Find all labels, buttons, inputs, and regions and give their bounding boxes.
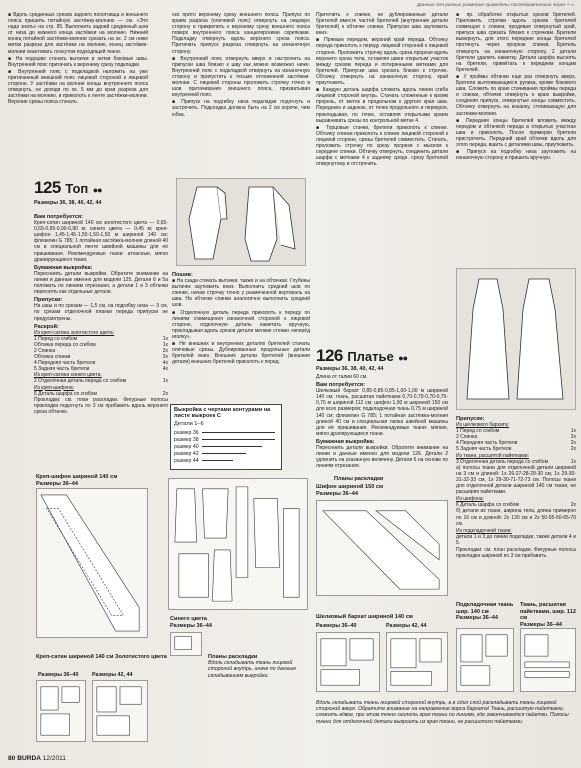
model-125-text — [34, 212, 168, 472]
allowance-heading: Припуски: — [456, 416, 485, 422]
piece-count: 2x — [162, 354, 168, 361]
piece-count: 1x — [570, 458, 576, 465]
size-label: Размеры 36–40 — [38, 672, 79, 678]
paragraph: ■ Внутренний пояс с подкладкой наложить на уже притачанный внешний пояс лицевой стороной к лицевой стороне. У застёжки на молнии концы внутреннего пояса отвернуть, не доходя по ок. 5 мм до края разреза для застёжки на молнию, и приколоть к ленте застёжки-молнии. Верхние срезы пояса стачать. — [8, 68, 148, 106]
pattern-text: Пересниить детали выкройки. Обратите внимание на линии и данные именно для модели 126. Детали 2 удлинить на указанную величину. Детали 6 на основе по линиям отрезания. — [316, 445, 448, 470]
velvet-layout-a — [316, 632, 380, 692]
needs-heading: Вам потребуется: — [316, 382, 366, 389]
fabric-label: Шифон шириной 150 см — [316, 484, 384, 490]
piece-name: 5 Задняя часть бретели — [34, 366, 90, 373]
model-126-cutting — [456, 414, 576, 596]
legend-line — [202, 453, 246, 454]
dress-photo — [456, 268, 576, 410]
piece-name: 4 Передняя часть бретели — [456, 440, 518, 447]
difficulty-dots: ●● — [92, 185, 102, 195]
cutting-subheading: Из креп-сатина синего цвета: — [34, 372, 102, 379]
paragraph: ■ Припуск на подгибку низа заутюжить на изнаночную сторону и пришить вручную. — [456, 149, 576, 162]
fabric-label: Креп-сатин шириной 140 см Золотистого цвета — [36, 654, 167, 660]
layout-diagram — [37, 681, 85, 741]
fabric-label: Синего цвета — [170, 616, 207, 622]
cutting-subheading: Из ткани, расшитой пайетками: — [456, 452, 529, 459]
piece-name: 3 Отделочная деталь переда со сгибом — [456, 458, 549, 465]
layout-diagram — [171, 633, 201, 655]
layout-diagram — [317, 633, 379, 691]
pattern-pieces-125 — [168, 478, 308, 610]
plans-note-title: Планы раскладки — [208, 654, 258, 660]
layout-diagram — [93, 681, 147, 741]
legend-size-label: размер 36 — [174, 429, 199, 436]
size-label: Размеры 36–44 — [36, 480, 79, 487]
cutting-subheading: Из шифона: — [456, 496, 484, 503]
fabric-label: Креп-шифон шириной 140 см — [36, 474, 118, 480]
paragraph: ■ Вдоль срединных срезов заднего полотнища и внешнего пояса пришить потайную застёжку-молнию — см. «Это надо знать» на стр. 85. Выполнить задний срединный шов от низа до нижнего конца застёжки на молнию. Нижний конец потайной застёжки-молнии срезать на ок. 2 см ниже метки разреза для застёжки на молнию, конец застёжки-молнии окантовать лоскутом подходящей ткани. — [8, 12, 148, 55]
cutting-subheading: Из креп-шифона: — [34, 384, 75, 391]
column-3-text — [316, 12, 448, 342]
pattern-text: Пересниить детали выкройки. Обратите внимание на линии и данные именно для модели 125. Детали 6 и 5a положить по линиям отрезания, а детали 1 и 3 обтачки переснять как отдельные детали. — [34, 270, 168, 296]
velvet-layout-b — [386, 632, 448, 692]
layout-diagram — [169, 479, 307, 609]
chiffon-layout — [316, 500, 448, 596]
page-number: 80 — [8, 755, 16, 762]
needs-heading: Вам потребуется: — [34, 214, 84, 220]
piece-count: 2x — [162, 347, 168, 354]
paragraph: ■ Отделочную деталь переда приколоть к переду по линиям совмещения изнаночной стороной к лицевой стороне, отделочную деталь наметать вручную, прокладывая вдоль срезов детали мелкие стежки «вперёд иголку». — [172, 309, 310, 340]
piece-count: 4x — [162, 366, 168, 373]
diagram-title — [316, 614, 413, 621]
cutting-note: Прокладки: см. план раскладки. Фигурные полосы прокладки подогнуть по 3 см прибавить вдоль верхнего среза обтачек. — [34, 396, 168, 415]
crepe-chiffon-layout — [36, 488, 148, 638]
cutting-note: Прокладки: см. план раскладки. Фигурные полосы прокладки шириной по 3 см прибавить. — [456, 546, 576, 560]
piece-name: 2 Отделочная деталь переда со сгибом — [34, 378, 127, 385]
model-125-sizes: Размеры 36, 38, 40, 42, 44 — [34, 200, 102, 206]
needs-text: Креп-сатин шириной 140 см золотистого цвета — 0,65-0,65-0,65-0,90-0,90 м; синего цвета — 0,45 м; креп-шифон 1,45-1,45-1,50-1,50-1,50 м шириной 140 см; флизелин G 785; 1 потайная застёжка-молния длиной 40 см в специальной ленте швейной машины для её пришивания. Рекомендуемые ткани: атласные, мягко драпирующиеся ткани. — [34, 220, 168, 263]
layout-diagram — [521, 629, 575, 691]
piece-count: 2x — [570, 502, 576, 509]
paragraph: ■ Внутренний пояс отвернуть вверх и настрочить на припуски шва близко к шву как можно возможно ниже. Внутренний пояс с подкладкой отвернуть на изнаночную сторону и припустить к тесьме отложенной застёжки-молнии. С лицевой стороны проложить строчку точно в шов притачивания внешнего пояса, прихватывая внутренний пояс. — [172, 55, 310, 99]
legend-row — [171, 429, 281, 436]
piece-count: 2x — [570, 446, 576, 453]
paragraph: ■ На сзади стачать вытачки, также и на обтачках. Глубины вытачек заутюжить вниз. Выполнить средний шов по спинке, начав строчку точно у размеченной вертикаль на шва. На обтачке спинки аналогично выполнить средний шов. — [172, 278, 310, 309]
paragraph: ■ На подошве стачать вытачки и нитки боковые швы. Внутренний пояс притачать к верхнему срезу подкладки. — [8, 55, 148, 68]
model-name: Топ — [65, 181, 89, 196]
cutting-note: б) детали из ткани, ширина тела, длина примерно по 16 см и длиной: 2x 130 см и 2x 50-55-60-65-70 см. — [456, 508, 576, 527]
size-label: Размеры 36–44 — [170, 622, 213, 629]
piece-name: 6 Деталь шарфа со сгибом — [34, 390, 97, 397]
column-1-text — [8, 12, 148, 177]
legend-row — [171, 436, 281, 443]
legend-line — [202, 432, 275, 433]
paragraph: ■ У проймы обтачки еще раз отвернуть вверх. Бретели вытягивающиеся рулика, кроме бокового шва. Сложить по краю стачивания проймы переда и спинки, обтачки отвернуть к краю выкройки, соединяя припуск, отвернутые концы совместить. Обтачку отвернуть на изнанку, стягивающую для застежки-молнии. — [456, 73, 576, 117]
cutting-subheading: Из шёлкового бархата: — [456, 422, 510, 429]
piece-name: Обтачка переда со сгибом — [34, 341, 96, 348]
paragraph: ■ пр. обработке открытых срезов бретелей. Приложить строчки вдоль срезов бретелей совмещая с спинки, продевая отвернутый край, припуск шва срезать близко к строчкам. Бретели вывернуть, для этого передние концы бретелей протянуть через прорези спинки. Бретель отвернуть на изнаночную сторону, 2 детали бретели удалить наметку. Детали шарфа выснять на бретели, примётать к передним концам бретелей. — [456, 12, 576, 73]
piece-name: 2 Спинка — [34, 347, 56, 354]
piece-name: 4 Передняя часть бретели — [34, 360, 96, 367]
sewing-heading: Пошив: — [172, 272, 193, 278]
legend-rows — [171, 429, 281, 464]
size-label: Размеры 42, 44 — [386, 623, 427, 629]
cutting-heading: Раскрой: — [34, 323, 59, 330]
legend-row — [171, 450, 281, 457]
brand: BURDA — [17, 755, 41, 762]
legend-size-label: размер 44 — [174, 457, 199, 464]
piece-name: Обтачка спинки — [34, 354, 71, 361]
paragraph: ■ Прямым передом, верхний край переда. Обтачку переда приколоть к переду лицевой стороной к лицевой стороне. Проложить строчку вдоль среза прорези вдоль верхнего среза тела, оставляя швеи открытым участок между срезом переда и потерянными метками для бретелей. Припуски шва срезать близко к строчке. Обтачку отвернуть на изнаночную сторону, край приутюжить. — [316, 37, 448, 87]
column-2-text — [172, 12, 310, 167]
size-label: Размеры 36–44 — [520, 621, 563, 628]
pattern-sheet-legend — [170, 404, 282, 470]
fabric-label: Подкладочная ткань шир. 140 см — [456, 602, 514, 615]
cutting-note: детали 1 и 3 до линии подкладки, также детали 4 и 5. — [456, 533, 576, 546]
model-126-text — [316, 374, 448, 472]
legend-size-label: размер 38 — [174, 436, 199, 443]
piece-count: 2x — [162, 390, 168, 397]
crepe-satin-layout-a — [36, 680, 86, 742]
piece-count: 1x — [162, 341, 168, 348]
cutting-subheading: Из подкладочной ткани: — [456, 527, 512, 534]
model-126-heading — [316, 346, 407, 366]
size-label: Размеры 42, 44 — [92, 672, 133, 678]
blue-layout — [170, 632, 202, 656]
cutting-note: а) полосы ткани для отделочной детали шириной на 3 см и длиной: 1x 26-27-28-29-30 см, 1x 29-30-31-32-33 см, 1x 29-30-71-72-73 см. Полосы ткани для отделочной детали шириной 140 см ткани, не расширяя пайетками. — [456, 464, 576, 496]
length-text: Длина от талии 60 см. — [316, 374, 368, 380]
diagram-title — [456, 602, 514, 622]
layout-plans-heading: Планы раскладки — [334, 476, 384, 482]
piece-name: 2 Спинка — [456, 434, 478, 441]
difficulty-dots: ●● — [398, 353, 408, 363]
piece-name: 1 Перед со сгибом — [34, 335, 78, 342]
model-number: 126 — [316, 346, 343, 365]
piece-count: 4x — [162, 360, 168, 367]
model-number: 125 — [34, 178, 61, 197]
bottom-note: Вдоль складывать ткань лицевой стороной внутрь, а в один слой раскладывать ткань лицевой стороной вверх. Обратите внимание на направление ворса бархата! Ткань, расшитую пайетками, сложить вдвое, при этом точно сколоть края ткани по линиям, где закончиваются пайетки. Полосы ткани для отделочной детали выкроить из края ткани, не расшитого пайетками. — [316, 700, 569, 725]
pattern-heading: Бумажная выкройка: — [316, 438, 375, 445]
diagram-title — [170, 616, 212, 629]
crepe-satin-layout-b — [92, 680, 148, 742]
piece-name: 6 Деталь шарфа со сгибом — [456, 502, 519, 509]
diagram-title — [316, 484, 383, 497]
paragraph: Приточить к спинке, не дублированные детали бретелей вместе частей бретелей (внутренние детали бретелей) к обтачке спинки. Припуски шва заутюжить вниз. — [316, 12, 448, 37]
legend-subtitle: Детали 1–6 — [174, 421, 204, 427]
piece-count: 1x — [162, 378, 168, 385]
top-photo — [176, 178, 306, 266]
model-name: Платье — [347, 349, 394, 364]
paragraph: ■ Каждую деталь шарфа сложить вдоль линии сгиба лицевой стороной внутрь. Стачать сложенные к краям прорезь, от меток в продольном к другого края шва. Переднюю и заднюю, от точек продольного и перекроя, прокладывая, по точке, оставляя открытыми краем выравнивать срезы по контрольной метке 4. — [316, 87, 448, 124]
dress-sketch — [457, 269, 577, 411]
cutting-list — [34, 336, 168, 373]
page-footer — [8, 755, 66, 762]
allowance-text: На швы и по срезам — 1,5 см, на подгибку низа — 3 см, по срезам отделочной планки переда припуски не предусмотрены. — [34, 303, 168, 322]
piece-count: 2x — [570, 440, 576, 447]
piece-name: 1 Перед со сгибом — [456, 428, 500, 435]
piece-count: 1x — [570, 428, 576, 435]
plans-note — [208, 652, 304, 722]
paragraph: ско прито верхнему срезу внешнего пояса. Припуск по краям разреза (плечевой пояс) отвернуть на лицевую сторону и прикрепить к верхнему срезу внешнего пояса поверх внутреннего пояса канцелярскими скрепками. Подкладку отвернуть вдоль верхнего среза пояса. Притачать припуск разреза отвернуть на изнаночную сторону. — [172, 12, 310, 55]
needs-text: Шелковый бархат 0,85-0,85-0,85-1,00-1,00 м шириной 140 см; ткань, расшитая пайетками 0,70-0,70-0,70-0,75-0,75 м шириной 112 см; шифон 1,90 м шириной 150 см для всех размеров; подкладочная ткань 0,75 м шириной 140 см; флизелин G 785; 1 потайная застёжка-молния длиной 40 см и специальная лапка швейной машины для её пришивания. Рекомендуемые ткани: мягкие, мягко драпирующиеся ткани. — [316, 388, 448, 437]
model-125-heading — [34, 178, 102, 198]
size-label: Размеры 36–40 — [316, 623, 357, 629]
diagram-title — [36, 654, 167, 661]
model-126-sizes: Размеры 36, 38, 40, 42, 44 — [316, 366, 384, 372]
fabric-label: Шелковый бархат шириной 140 см — [316, 614, 413, 620]
layout-diagram — [457, 629, 513, 691]
page-header: Данные для разных размеров приведены последовательно через «-». — [417, 3, 575, 8]
fabric-label: Ткань, расшитая пайетками, шир. 112 см — [520, 602, 576, 621]
paragraph: ■ Передние концы бретелей вложить между передом и обтачкой переда в открытых участках шва и приколоть. После примерки бретели пристрочить. Передний край обтачки вдоль для этого переда, вшить с деталями швы, приутюжить. — [456, 117, 576, 148]
legend-size-label: размер 42 — [174, 450, 199, 457]
allowance-heading: Припуски: — [34, 297, 63, 304]
layout-diagram — [317, 501, 447, 595]
piece-name: 5 Задняя часть бретели — [456, 446, 512, 453]
paragraph: ■ Торцовые стачки, бретели приколоть к спинке. Обтачку спинки приколоть к спинке лицевой стороной к лицевой стороне, срезы бретелей совместить. Стачать, проложить строчку по срезу прорези с мыском к середине спинки. Обтачку отвернуть, соединить детали шарфа с метками 4 к заднему средн. срезу бретелей отвернутому и отстрочить. — [316, 124, 448, 168]
paragraph: ■ Не внешних и внутренних деталях бретелей стачать плечевые срезы. Дублированные продольные детали бретелей вниз. Внешние детали бретелей (внешние детали) внешних бретелей приколоть к перед. — [172, 341, 310, 366]
legend-line — [202, 460, 233, 461]
cutting-subheading: Из креп-сатина золотистого цвета: — [34, 329, 115, 336]
piece-count: 1x — [162, 335, 168, 342]
issue: 12/2011 — [42, 755, 66, 762]
layout-diagram — [387, 633, 447, 691]
piece-count: 2x — [570, 434, 576, 441]
sequin-layout — [520, 628, 576, 692]
plans-note-text: Вдоль складывать ткань лицевой стороной внутрь, иначе по данным складыванием выкройки. — [208, 660, 296, 679]
legend-row — [171, 443, 281, 450]
column-4-text — [456, 12, 576, 267]
legend-line — [202, 439, 275, 440]
size-label: Размеры 36–44 — [316, 490, 359, 497]
legend-row — [171, 457, 281, 464]
legend-line — [202, 446, 262, 447]
diagram-title — [520, 602, 578, 628]
layout-diagram — [37, 489, 147, 637]
cutting-list — [456, 428, 576, 452]
pattern-heading: Бумажная выкройка: — [34, 264, 93, 271]
legend-size-label: размер 40 — [174, 443, 199, 450]
paragraph: ■ Припуск на подгибку низа подкладки подогнуть и застрочить. Подкладка должна быть на 2 см короче, чем юбка. — [172, 99, 310, 118]
legend-title: Выкройка с чертами контурами на листе выкроек C — [174, 407, 271, 419]
garment-sketch — [177, 179, 307, 267]
size-label: Размеры 36–44 — [456, 615, 499, 621]
diagram-title — [36, 474, 117, 487]
sewing-instructions — [172, 270, 310, 400]
lining-layout — [456, 628, 514, 692]
